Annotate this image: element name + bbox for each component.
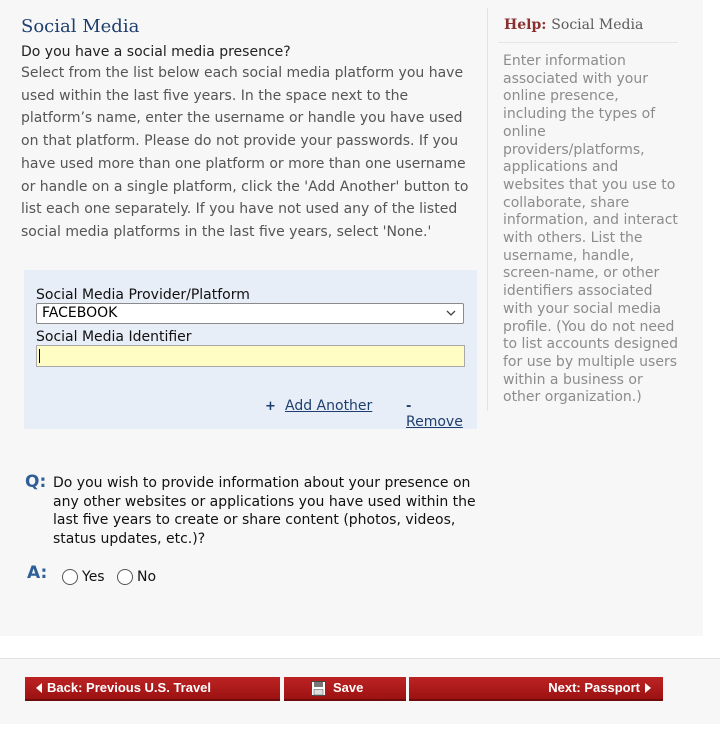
- back-button[interactable]: [25, 677, 280, 701]
- arrow-left-icon: [36, 683, 42, 693]
- help-prefix: Help:: [504, 17, 547, 33]
- minus-icon: -: [406, 399, 412, 414]
- text-caret: [39, 349, 40, 363]
- provider-label: Social Media Provider/Platform: [36, 287, 250, 303]
- arrow-right-icon: [645, 683, 651, 693]
- help-panel: [487, 8, 683, 411]
- yes-radio[interactable]: [62, 569, 78, 585]
- yes-label: Yes: [82, 569, 105, 585]
- other-sites-question: Do you wish to provide information about your presence on any other websites or applications you have used within the last five years to create or share content (photos, videos, status updates, etc.)?: [53, 475, 476, 547]
- no-radio[interactable]: [117, 569, 133, 585]
- question-marker: Q:: [25, 472, 47, 492]
- help-topic: Social Media: [551, 17, 644, 33]
- remove-link[interactable]: [406, 398, 477, 430]
- instructions-text: Select from the list below each social media platform you have used within the last five years. In the space next to the platform’s name, enter the username or handle you have used on that platform. Please do not provide your passwords. If you have used more than one platform or more than one username or handle on a single platform, click the 'Add Another' button to list each one separately. If you have not used any of the listed social media platforms in the last five years, select 'None.': [21, 65, 469, 240]
- plus-icon: +: [265, 399, 276, 414]
- identifier-label: Social Media Identifier: [36, 329, 192, 345]
- save-label: Save: [333, 680, 364, 695]
- save-button[interactable]: [284, 677, 406, 701]
- no-label: No: [137, 569, 157, 585]
- help-title: [504, 17, 643, 33]
- add-another-link[interactable]: [265, 398, 372, 414]
- remove-label: Remove: [406, 414, 463, 430]
- next-label: Next: Passport: [548, 680, 640, 695]
- no-radio-option[interactable]: [117, 569, 156, 585]
- back-label: Back: Previous U.S. Travel: [47, 680, 212, 695]
- social-media-entry: [24, 270, 477, 429]
- floppy-disk-icon: [311, 681, 326, 696]
- yes-radio-option[interactable]: [62, 569, 105, 585]
- section-title: Social Media: [21, 16, 140, 37]
- help-divider: [498, 42, 678, 43]
- chevron-down-icon: [445, 307, 457, 319]
- provider-select[interactable]: [36, 303, 464, 324]
- add-another-label: Add Another: [285, 398, 373, 414]
- answer-marker: A:: [27, 563, 48, 583]
- provider-select-value: FACEBOOK: [42, 305, 118, 321]
- identifier-input[interactable]: [36, 345, 465, 367]
- next-button[interactable]: [409, 677, 663, 701]
- presence-question: Do you have a social media presence?: [21, 44, 291, 60]
- help-body: Enter information associated with your online presence, including the types of online providers/platforms, applications and websites that you use to collaborate, share information, and interact with others. List the username, handle, screen-name, or other identifiers associated with your social media profile. (You do not need to list accounts designed for use by multiple users within a business or other organization.): [503, 53, 678, 406]
